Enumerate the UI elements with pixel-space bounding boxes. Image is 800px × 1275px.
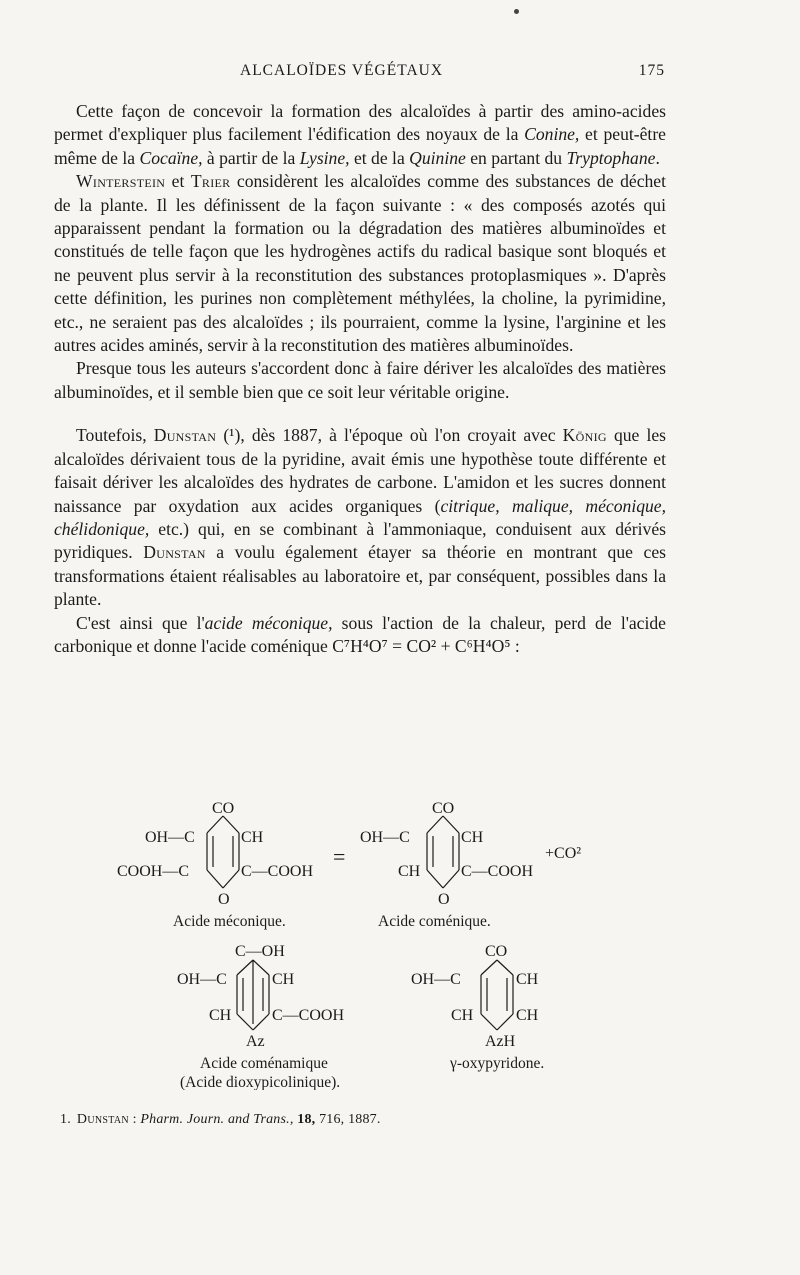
formula-oh-c: OH—C [411,971,461,988]
paragraph-5 [54,612,666,659]
formula-ch: CH [241,829,264,846]
formula-c-cooh: C—COOH [461,863,534,880]
running-title: ALCALOÏDES VÉGÉTAUX [240,62,444,79]
footnote-volume: 18, [293,1112,316,1127]
text-run: en partant du [465,147,567,168]
formula-ch: CH [516,1007,539,1024]
formula-cooh-c: COOH—C [117,863,190,880]
formula-ch: CH [451,1007,474,1024]
formula-ch: CH [516,971,539,988]
caption-gamma-oxypyridone: γ-oxypyridone. [450,1055,545,1072]
caption-acide-comenamique: Acide coménamique [200,1055,328,1072]
footnote-author: Dunstan [76,1112,129,1127]
formula-o: O [438,891,450,908]
formula-plus-co2: +CO² [545,845,582,862]
body-text [54,100,666,658]
formula-c-oh: C—OH [235,943,285,960]
acid-list: citrique, malique, méconique, chélidonique, [54,495,667,539]
text-run: sous l'action de la chaleur, perd de l'acide carbonique et donne l'acide coménique C⁷H⁴O⁷ = CO² + C⁶H⁴O⁵ : [54,612,666,656]
formula-co: CO [212,800,235,817]
term-lysine: Lysine, [299,147,350,168]
text-run: que les alcaloïdes dérivaient tous de la pyridine, avait émis une hypothèse toute différente et faisait dériver les alcaloïdes des hydrates de carbone. L'amidon et les sucres donnent naissance par oxydation aux acides organiques ( [54,425,667,516]
formula-ch: CH [461,829,484,846]
text-run: Cette façon de concevoir la formation des alcaloïdes à partir des amino-acides permet d'expliquer plus facilement l'édification des noyaux de la [54,101,666,145]
term-cocaine: Cocaïne, [139,147,203,168]
formula-ch: CH [272,971,295,988]
paragraph-1 [54,100,666,170]
paragraph-2 [54,170,666,357]
footnote [60,1112,660,1128]
author-name: Dunstan [153,425,217,446]
text-run: etc.) qui, en se combinant à l'ammoniaque, conduisent aux dérivés pyridiques. [54,518,666,563]
footnote-number: 1. [60,1112,71,1127]
formula-az: Az [246,1033,265,1050]
text-run: à partir de la [202,147,300,168]
page-number: 175 [638,62,665,79]
formula-oh-c: OH—C [360,829,410,846]
footnote-ref: (¹) [223,425,241,446]
caption-acide-dioxypicolinique: (Acide dioxypicolinique). [180,1074,341,1090]
print-speck [514,9,519,14]
term-acide-meconique: acide méconique, [204,612,333,633]
formula-oh-c: OH—C [177,971,227,988]
text-run: . [655,147,660,168]
text-run: C'est ainsi que l' [76,612,205,633]
text-run: et peut-être même de la [54,124,666,168]
author-name: König [562,425,607,446]
text-run: , dès 1887, à l'époque où l'on croyait avec [240,425,563,446]
caption-acide-comenique: Acide coménique. [378,913,491,930]
formula-o: O [218,891,230,908]
paragraph-4 [54,424,666,611]
formula-c-cooh: C—COOH [272,1007,345,1024]
text-run: et [165,171,191,192]
author-name: Winterstein [76,171,166,192]
formula-co: CO [432,800,455,817]
footnote-pages-year: 716, 1887. [315,1112,381,1127]
term-quinine: Quinine [409,147,466,168]
formula-azh: AzH [485,1033,516,1050]
text-run: et de la [349,147,410,168]
author-name: Dunstan [143,542,206,563]
term-tryptophane: Tryptophane [566,147,656,168]
formula-ch: CH [209,1007,232,1024]
term-conine: Conine, [524,124,580,145]
text-run: a voulu également étayer sa théorie en montrant que ces transformations étaient réalisables au laboratoire et, par conséquent, possibles dans la plante. [54,542,666,610]
chemical-formulas [105,800,665,1090]
text-run: considèrent les alcaloïdes comme des substances de déchet de la plante. Il les définissent de la façon suivante : « des composés azotés qui apparaissent pendant la formation ou la dégradation des matières albuminoïdes et constitués de telle façon que les hydrogènes actifs du radical basique sont bloqués et ne peuvent plus servir à la reconstitution des substances protoplasmiques ». D'après cette définition, les purines non complètement méthylées, la choline, la pyrimidine, etc., ne seraient pas des alcaloïdes ; ils pourraient, comme la lysine, l'arginine et les autres acides aminés, servir à la reconstitution des matières albuminoïdes. [54,171,667,356]
formula-equals: = [333,844,346,869]
formula-oh-c: OH—C [145,829,195,846]
structural-formulas-figure [105,800,665,1090]
formula-c-cooh: C—COOH [241,863,314,880]
text-run: Toutefois, [76,425,154,446]
paragraph-3: Presque tous les auteurs s'accordent donc à faire dériver les alcaloïdes des matières albuminoïdes, et il semble bien que ce soit leur véritable origine. [54,358,666,402]
text-run: : [128,1112,141,1127]
formula-ch: CH [398,863,421,880]
footnote-journal: Pharm. Journ. and Trans., [140,1112,294,1127]
author-name: Trier [190,171,231,192]
caption-acide-meconique: Acide méconique. [173,913,286,930]
formula-co: CO [485,943,508,960]
